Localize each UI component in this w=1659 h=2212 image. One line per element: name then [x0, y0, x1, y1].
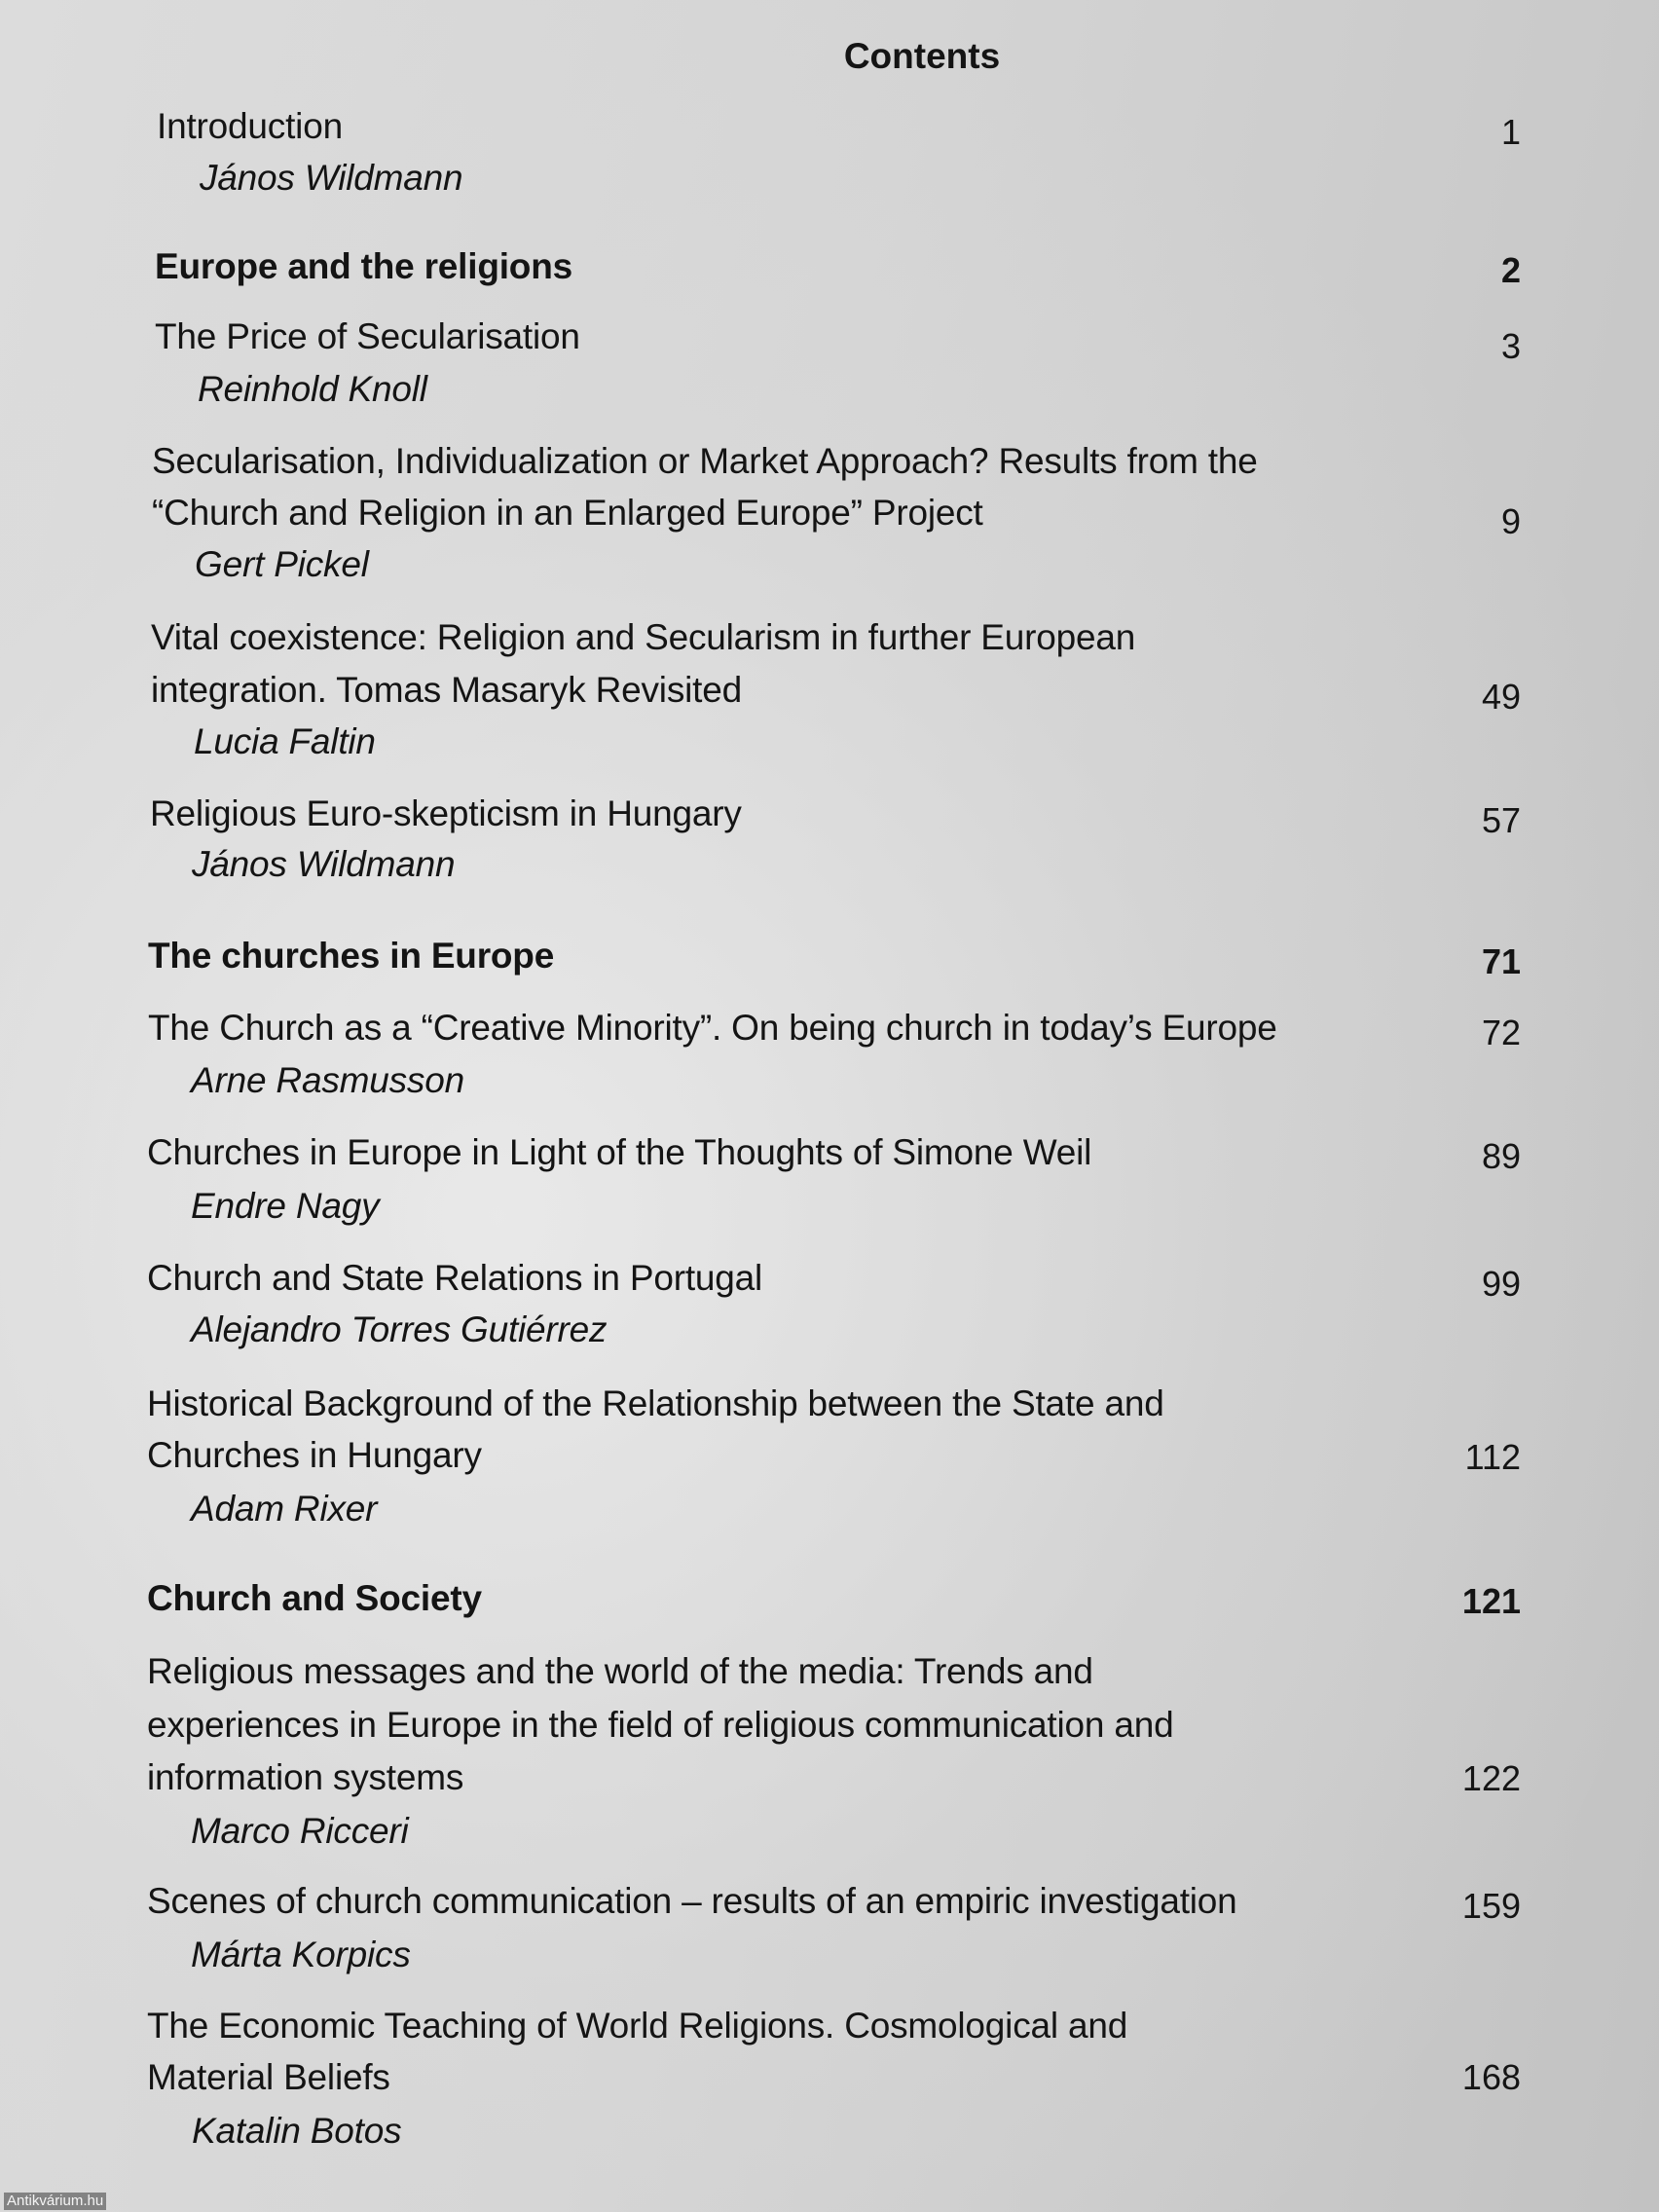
- entry-page-number: 122: [1461, 1758, 1521, 1798]
- section-page-number: 71: [1481, 941, 1521, 981]
- entry-author: Adam Rixer: [191, 1489, 378, 1529]
- entry-page-number: 168: [1461, 2057, 1521, 2097]
- entry-page-number: 159: [1461, 1886, 1521, 1926]
- entry-title-line: information systems: [147, 1757, 464, 1797]
- section-title: Europe and the religions: [155, 246, 572, 286]
- section-title: The churches in Europe: [148, 936, 555, 976]
- entry-title-line: The Church as a “Creative Minority”. On being church in today’s Europe: [148, 1008, 1277, 1048]
- entry-title-line: Historical Background of the Relationship between the State and: [147, 1383, 1164, 1423]
- entry-page-number: 72: [1481, 1013, 1521, 1052]
- entry-title-line: Material Beliefs: [147, 2057, 390, 2097]
- section-page-number: 121: [1461, 1581, 1521, 1621]
- entry-title-line: “Church and Religion in an Enlarged Europe” Project: [152, 493, 983, 533]
- entry-title-line: The Price of Secularisation: [155, 316, 580, 356]
- entry-page-number: 99: [1481, 1264, 1521, 1304]
- entry-page-number: 9: [1500, 501, 1521, 541]
- entry-title-line: Churches in Europe in Light of the Thoughts of Simone Weil: [147, 1132, 1092, 1172]
- entry-author: János Wildmann: [200, 158, 463, 198]
- entry-page-number: 1: [1500, 112, 1521, 152]
- entry-author: Arne Rasmusson: [191, 1060, 464, 1100]
- entry-title-line: Secularisation, Individualization or Market Approach? Results from the: [152, 441, 1258, 481]
- entry-title-line: Religious Euro-skepticism in Hungary: [150, 793, 742, 833]
- section-page-number: 2: [1500, 250, 1521, 290]
- entry-title-line: Church and State Relations in Portugal: [147, 1258, 763, 1298]
- entry-page-number: 112: [1464, 1437, 1521, 1477]
- entry-author: Lucia Faltin: [194, 721, 376, 761]
- entry-author: Reinhold Knoll: [198, 369, 427, 409]
- entry-author: Alejandro Torres Gutiérrez: [191, 1309, 608, 1349]
- entry-author: Endre Nagy: [191, 1186, 380, 1226]
- watermark: Antikvárium.hu: [4, 2193, 106, 2210]
- entry-title-line: Churches in Hungary: [147, 1435, 482, 1475]
- entry-page-number: 57: [1481, 800, 1521, 840]
- entry-page-number: 89: [1481, 1136, 1521, 1176]
- page-title: Contents: [843, 36, 1001, 76]
- entry-author: Márta Korpics: [191, 1935, 411, 1974]
- entry-title-line: Religious messages and the world of the media: Trends and: [147, 1651, 1093, 1691]
- entry-page-number: 3: [1500, 326, 1521, 366]
- entry-title: Introduction: [157, 106, 343, 146]
- entry-author: János Wildmann: [192, 844, 456, 884]
- entry-title-line: The Economic Teaching of World Religions. Cosmological and: [147, 2006, 1128, 2046]
- entry-author: Katalin Botos: [192, 2111, 402, 2151]
- entry-title-line: experiences in Europe in the field of religious communication and: [147, 1705, 1174, 1745]
- entry-page-number: 49: [1481, 677, 1521, 717]
- entry-title-line: Vital coexistence: Religion and Secularism in further European: [151, 617, 1136, 657]
- entry-title-line: integration. Tomas Masaryk Revisited: [151, 670, 742, 710]
- section-title: Church and Society: [147, 1578, 482, 1618]
- entry-author: Marco Ricceri: [191, 1811, 409, 1851]
- entry-title-line: Scenes of church communication – results of an empiric investigation: [147, 1881, 1237, 1921]
- entry-author: Gert Pickel: [195, 544, 369, 584]
